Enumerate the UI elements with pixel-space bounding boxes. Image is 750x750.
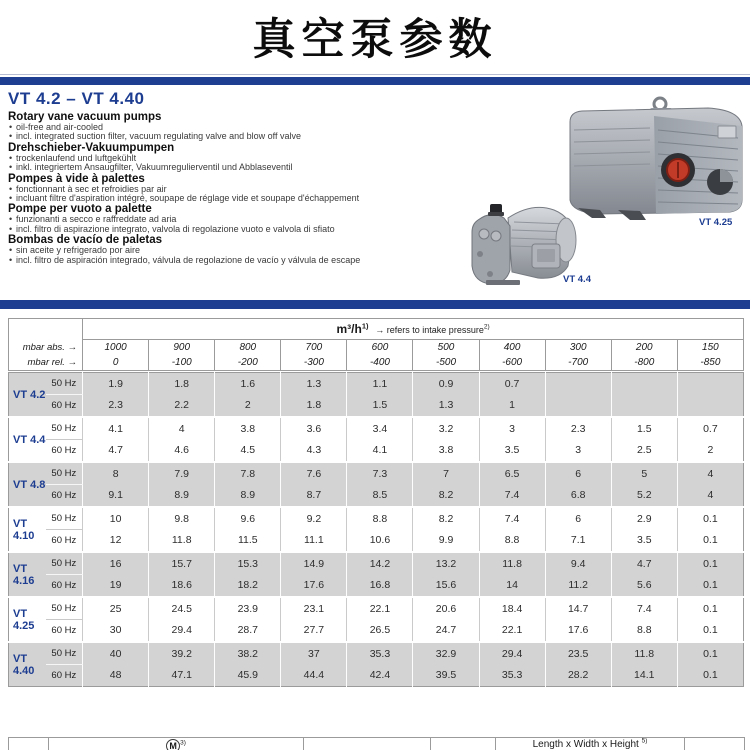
flow-value: 2.5: [611, 440, 677, 463]
model-range-heading: VT 4.2 – VT 4.40: [8, 89, 145, 108]
pressure-value: -700: [545, 355, 611, 371]
pump-model-label: VT 4.8: [13, 478, 46, 491]
pump-row-vt-4.2: [9, 373, 744, 418]
dimensions-label: Length x Width x Height: [532, 739, 639, 750]
flow-value: 8.8: [347, 507, 413, 530]
mbar-abs-row: [9, 340, 744, 355]
flow-value: [545, 395, 611, 418]
flow-value: [545, 373, 611, 395]
flow-value: 7.3: [347, 462, 413, 485]
table-row: [9, 552, 744, 575]
flow-value: 47.1: [149, 665, 215, 687]
flow-value: 7.4: [611, 597, 677, 620]
flow-value: 1.9: [83, 373, 149, 395]
pressure-value: -800: [611, 355, 677, 371]
motor-icon: M: [166, 739, 180, 750]
pump-row-vt-4.4: [9, 417, 744, 462]
flow-value: 6.8: [545, 485, 611, 508]
flow-value: 1.5: [611, 417, 677, 440]
table-row: [9, 530, 744, 553]
flow-value: 0.1: [677, 507, 743, 530]
pump-flow-table: [8, 372, 744, 687]
flow-value: 7.4: [479, 485, 545, 508]
flow-value: 23.5: [545, 642, 611, 665]
flow-value: [677, 373, 743, 395]
flow-value: 15.3: [215, 552, 281, 575]
flow-value: 17.6: [545, 620, 611, 643]
flow-value: 5: [611, 462, 677, 485]
title-divider-light: [0, 74, 750, 75]
pump-large-caption: VT 4.25: [699, 217, 733, 228]
pump-row-vt-4.16: [9, 552, 744, 597]
pump-small-caption: VT 4.4: [563, 274, 591, 285]
flow-value: 0.1: [677, 552, 743, 575]
flow-value: [677, 395, 743, 418]
flow-value: 16: [83, 552, 149, 575]
unit-header-cell: [83, 319, 744, 340]
pressure-value: -500: [413, 355, 479, 371]
flow-value: 0.7: [677, 417, 743, 440]
flow-value: 9.9: [413, 530, 479, 553]
flow-value: 20.6: [413, 597, 479, 620]
frequency-label: 50 Hz: [46, 462, 83, 485]
flow-value: 1.3: [413, 395, 479, 418]
flow-value: 8.9: [149, 485, 215, 508]
flow-value: 2: [215, 395, 281, 418]
flow-value: 11.1: [281, 530, 347, 553]
flow-value: 14: [479, 575, 545, 598]
mbar-rel-label: mbar rel. →: [27, 356, 78, 368]
flow-value: 4.5: [215, 440, 281, 463]
pump-model-label: VT 4.4: [13, 433, 46, 446]
flow-value: 35.3: [347, 642, 413, 665]
flow-value: 7.4: [479, 507, 545, 530]
flow-value: 42.4: [347, 665, 413, 687]
pressure-value: 500: [413, 340, 479, 355]
flow-value: 19: [83, 575, 149, 598]
frequency-label: 50 Hz: [46, 507, 83, 530]
header-empty-cell: [9, 319, 83, 340]
flow-value: 8.5: [347, 485, 413, 508]
flow-value: 38.2: [215, 642, 281, 665]
flow-value: 3.6: [281, 417, 347, 440]
flow-value: 4.7: [83, 440, 149, 463]
flow-value: 32.9: [413, 642, 479, 665]
intake-pressure-note: → refers to intake pressure: [375, 325, 484, 335]
title-divider-bar: [0, 77, 750, 85]
flow-value: 18.2: [215, 575, 281, 598]
flow-value: 4.1: [83, 417, 149, 440]
flow-value: 14.2: [347, 552, 413, 575]
specs-empty-cell-3: [431, 738, 496, 750]
flow-value: 4.7: [611, 552, 677, 575]
flow-value: 7.8: [215, 462, 281, 485]
frequency-label: 50 Hz: [46, 642, 83, 665]
flow-value: [611, 373, 677, 395]
table-row: [9, 575, 744, 598]
flow-value: 0.1: [677, 665, 743, 687]
pressure-value: 200: [611, 340, 677, 355]
table-row: [9, 373, 744, 395]
frequency-label: 50 Hz: [46, 552, 83, 575]
flow-value: 0.1: [677, 530, 743, 553]
flow-value: 1: [479, 395, 545, 418]
flow-value: 17.6: [281, 575, 347, 598]
flow-value: 10: [83, 507, 149, 530]
pressure-value: 150: [677, 340, 743, 355]
table-row: [9, 485, 744, 508]
flow-value: 11.2: [545, 575, 611, 598]
description-bullet: • incl. filtro de aspiración integrado, válvula de regolazione de vacío y válvula de escape: [8, 256, 476, 265]
flow-value: 6: [545, 462, 611, 485]
unit-footnote: 1): [361, 321, 369, 331]
page-title: 真空泵参数: [252, 15, 498, 65]
description-heading: Bombas de vacío de paletas: [8, 234, 163, 247]
table-row: [9, 642, 744, 665]
frequency-label: 60 Hz: [51, 580, 77, 591]
flow-value: 3: [479, 417, 545, 440]
frequency-label: 50 Hz: [46, 417, 83, 440]
flow-value: 0.1: [677, 620, 743, 643]
flow-value: 24.7: [413, 620, 479, 643]
pressure-value: 700: [281, 340, 347, 355]
flow-value: 22.1: [479, 620, 545, 643]
flow-value: 2.3: [545, 417, 611, 440]
pump-row-vt-4.40: [9, 642, 744, 687]
flow-value: 7.6: [281, 462, 347, 485]
flow-value: 2: [677, 440, 743, 463]
flow-value: 30: [83, 620, 149, 643]
unit-label: m³/h: [336, 322, 362, 336]
flow-value: 18.6: [149, 575, 215, 598]
mbar-abs-label: mbar abs. →: [22, 341, 78, 353]
description-list: [8, 111, 476, 265]
table-row: [9, 620, 744, 643]
flow-value: 0.9: [413, 373, 479, 395]
flow-value: 7.9: [149, 462, 215, 485]
flow-value: 2.2: [149, 395, 215, 418]
section-divider-bar: [0, 300, 750, 309]
flow-value: 11.8: [611, 642, 677, 665]
flow-value: 5.2: [611, 485, 677, 508]
description-bullet: • trockenlaufend und luftgekühlt: [8, 154, 476, 163]
flow-value: 6: [545, 507, 611, 530]
description-heading: Drehschieber-Vakuumpumpen: [8, 141, 175, 154]
dimensions-header-cell: [496, 738, 685, 750]
motor-footnote: 3): [180, 739, 186, 747]
pressure-value: 400: [479, 340, 545, 355]
description-bullet: • sin aceite y refrigerado por aire: [8, 246, 476, 255]
flow-value: 3.4: [347, 417, 413, 440]
flow-value: 8.2: [413, 485, 479, 508]
flow-value: 3.8: [413, 440, 479, 463]
pump-row-vt-4.25: [9, 597, 744, 642]
description-bullet: • incluant filtre d'aspiration intégré, soupape de réglage vide et soupape d'échappement: [8, 194, 476, 203]
flow-value: 18.4: [479, 597, 545, 620]
specs-empty-cell-4: [685, 738, 745, 750]
specs-table-partial: [8, 737, 745, 750]
table-row: [9, 665, 744, 687]
flow-value: 9.6: [215, 507, 281, 530]
description-bullet: • funzionanti a secco e raffreddate ad aria: [8, 215, 476, 224]
frequency-label: 60 Hz: [51, 670, 77, 681]
flow-value: 1.3: [281, 373, 347, 395]
flow-value: 3.5: [611, 530, 677, 553]
flow-value: 3: [545, 440, 611, 463]
flow-value: 22.1: [347, 597, 413, 620]
flow-value: 1.5: [347, 395, 413, 418]
pressure-value: -600: [479, 355, 545, 371]
language-block: [8, 142, 476, 173]
pump-model-label: VT 4.25: [13, 607, 35, 632]
frequency-label: 50 Hz: [46, 597, 83, 620]
frequency-label: 60 Hz: [51, 400, 77, 411]
pump-row-vt-4.8: [9, 462, 744, 507]
flow-value: 8.7: [281, 485, 347, 508]
flow-value: 12: [83, 530, 149, 553]
frequency-label: 60 Hz: [51, 490, 77, 501]
flow-value: 1.8: [149, 373, 215, 395]
pump-model-label: VT 4.2: [13, 388, 46, 401]
mbar-rel-row: [9, 355, 744, 371]
flow-value: 14.9: [281, 552, 347, 575]
flow-value: 8.8: [479, 530, 545, 553]
flow-value: 14.1: [611, 665, 677, 687]
language-block: [8, 173, 476, 204]
table-row: [9, 597, 744, 620]
description-bullet: • fonctionnant à sec et refroidies par air: [8, 185, 476, 194]
specs-empty-cell-2: [304, 738, 431, 750]
flow-value: 15.6: [413, 575, 479, 598]
flow-value: 35.3: [479, 665, 545, 687]
pressure-value: 300: [545, 340, 611, 355]
language-block: [8, 111, 476, 142]
flow-value: 5.6: [611, 575, 677, 598]
flow-value: 3.8: [215, 417, 281, 440]
flow-value: 27.7: [281, 620, 347, 643]
frequency-label: 60 Hz: [51, 535, 77, 546]
flow-value: 9.8: [149, 507, 215, 530]
table-row: [9, 395, 744, 418]
description-bullet: • oil-free and air-cooled: [8, 123, 476, 132]
flow-value: 0.1: [677, 642, 743, 665]
description-bullet: • inkl. integriertem Ansaugfilter, Vakuumregulierventil und Abblaseventil: [8, 163, 476, 172]
flow-value: 11.5: [215, 530, 281, 553]
specs-empty-cell-1: [9, 738, 49, 750]
flow-value: [611, 395, 677, 418]
flow-value: 9.4: [545, 552, 611, 575]
flow-value: 23.1: [281, 597, 347, 620]
flow-value: 40: [83, 642, 149, 665]
pump-model-label: VT 4.10: [13, 517, 35, 542]
flow-value: 24.5: [149, 597, 215, 620]
note-footnote: 2): [483, 323, 490, 331]
pump-model-label: VT 4.40: [13, 652, 35, 677]
flow-value: 0.1: [677, 597, 743, 620]
flow-value: 1.6: [215, 373, 281, 395]
dimensions-footnote: 5): [641, 737, 648, 745]
flow-header-table: [8, 318, 744, 371]
flow-value: 29.4: [149, 620, 215, 643]
flow-value: 1.8: [281, 395, 347, 418]
flow-value: 29.4: [479, 642, 545, 665]
description-heading: Pompe per vuoto a palette: [8, 203, 152, 216]
frequency-label: 50 Hz: [46, 373, 83, 395]
pressure-value: -400: [347, 355, 413, 371]
description-bullet: • incl. integrated suction filter, vacuum regulating valve and blow off valve: [8, 132, 476, 141]
description-heading: Pompes à vide à palettes: [8, 172, 145, 185]
flow-value: 44.4: [281, 665, 347, 687]
flow-value: 14.7: [545, 597, 611, 620]
flow-value: 2.9: [611, 507, 677, 530]
flow-value: 39.2: [149, 642, 215, 665]
pressure-value: -100: [149, 355, 215, 371]
flow-value: 3.2: [413, 417, 479, 440]
pressure-value: -300: [281, 355, 347, 371]
table-row: [9, 440, 744, 463]
flow-value: 8.9: [215, 485, 281, 508]
flow-value: 48: [83, 665, 149, 687]
pressure-value: 600: [347, 340, 413, 355]
flow-value: 7: [413, 462, 479, 485]
table-row: [9, 417, 744, 440]
flow-value: 23.9: [215, 597, 281, 620]
flow-value: 16.8: [347, 575, 413, 598]
pump-model-label: VT 4.16: [13, 562, 35, 587]
description-heading: Rotary vane vacuum pumps: [8, 111, 162, 123]
flow-value: 11.8: [479, 552, 545, 575]
pressure-value: 1000: [83, 340, 149, 355]
flow-value: 3.5: [479, 440, 545, 463]
frequency-label: 60 Hz: [51, 445, 77, 456]
pressure-value: -200: [215, 355, 281, 371]
frequency-label: 60 Hz: [51, 625, 77, 636]
flow-value: 28.7: [215, 620, 281, 643]
flow-value: 10.6: [347, 530, 413, 553]
table-row: [9, 507, 744, 530]
flow-value: 8.2: [413, 507, 479, 530]
flow-value: 4: [677, 462, 743, 485]
flow-value: 7.1: [545, 530, 611, 553]
language-block: [8, 234, 476, 265]
flow-value: 0.7: [479, 373, 545, 395]
flow-value: 1.1: [347, 373, 413, 395]
flow-value: 26.5: [347, 620, 413, 643]
flow-value: 37: [281, 642, 347, 665]
pressure-value: 800: [215, 340, 281, 355]
motor-header-cell: [49, 738, 304, 750]
flow-value: 45.9: [215, 665, 281, 687]
flow-value: 0.1: [677, 575, 743, 598]
description-bullet: • incl. filtro di aspirazione integrato, valvola di regolazione vuoto e valvola di sfiato: [8, 225, 476, 234]
flow-value: 28.2: [545, 665, 611, 687]
flow-value: 8: [83, 462, 149, 485]
flow-value: 15.7: [149, 552, 215, 575]
flow-value: 4.6: [149, 440, 215, 463]
language-block: [8, 203, 476, 234]
flow-value: 4.1: [347, 440, 413, 463]
pressure-value: -850: [677, 355, 743, 371]
flow-value: 8.8: [611, 620, 677, 643]
flow-value: 25: [83, 597, 149, 620]
flow-value: 13.2: [413, 552, 479, 575]
table-row: [9, 462, 744, 485]
flow-value: 4: [677, 485, 743, 508]
flow-value: 39.5: [413, 665, 479, 687]
flow-value: 4.3: [281, 440, 347, 463]
flow-value: 11.8: [149, 530, 215, 553]
flow-value: 9.1: [83, 485, 149, 508]
flow-value: 2.3: [83, 395, 149, 418]
pressure-value: 0: [83, 355, 149, 371]
flow-value: 9.2: [281, 507, 347, 530]
flow-value: 4: [149, 417, 215, 440]
pump-row-vt-4.10: [9, 507, 744, 552]
flow-value: 6.5: [479, 462, 545, 485]
pressure-value: 900: [149, 340, 215, 355]
